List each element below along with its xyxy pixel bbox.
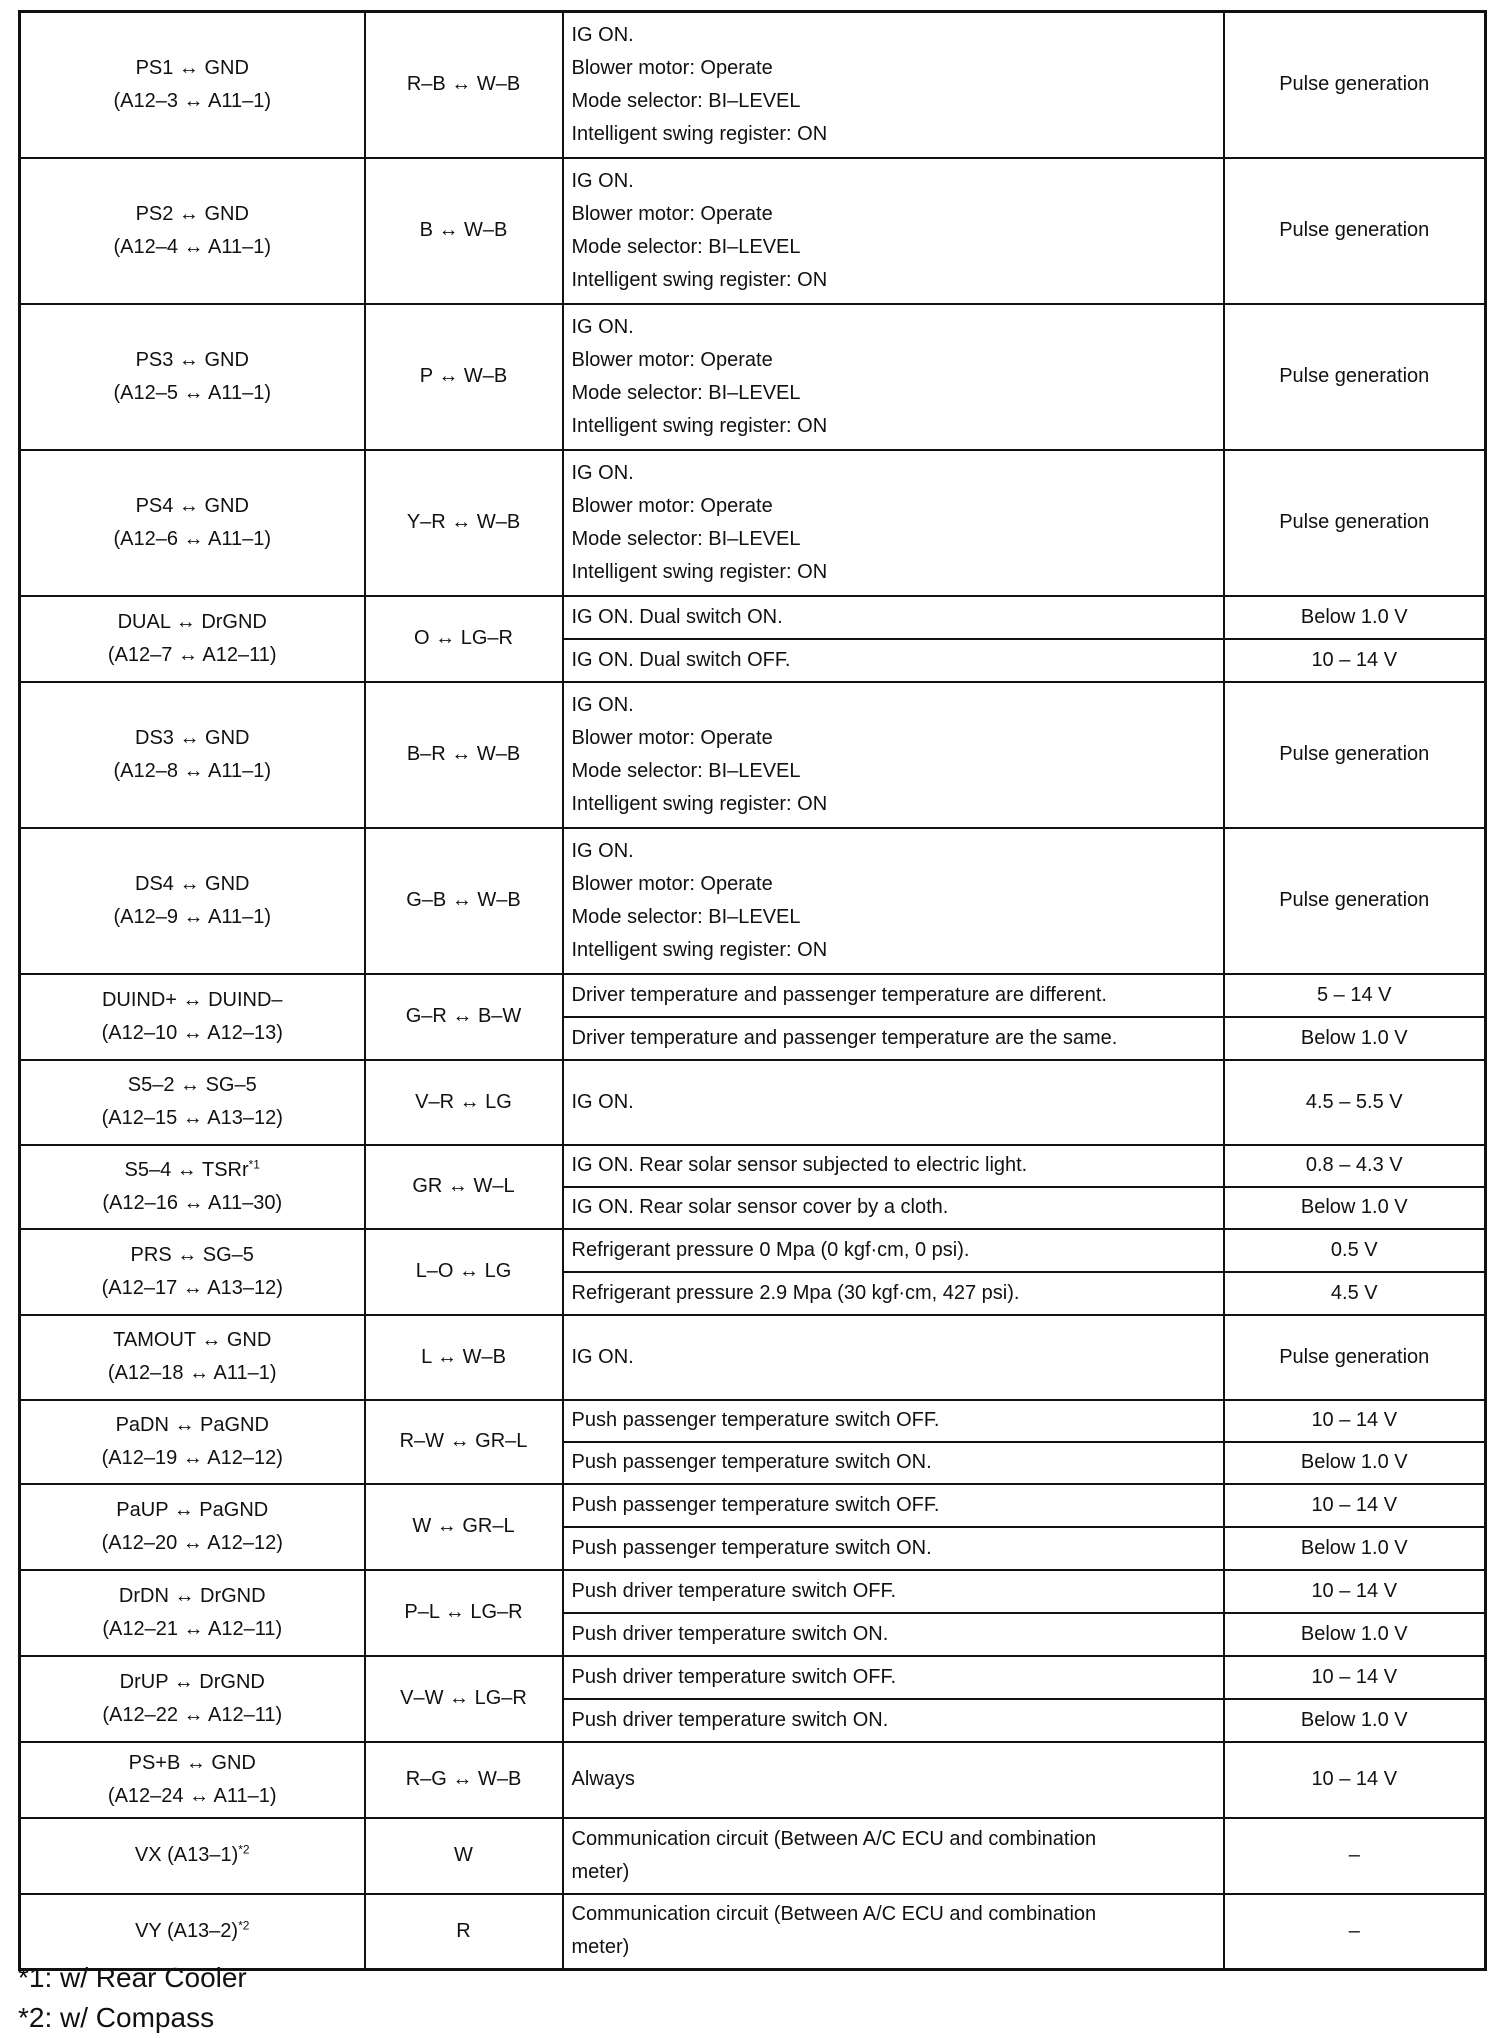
- condition-line: Intelligent swing register: ON: [571, 122, 828, 145]
- condition-line: IG ON.: [571, 315, 634, 338]
- condition-cell: [563, 1017, 1224, 1060]
- terminal-spec-table: [18, 10, 1487, 1971]
- terminal-line-wrap: [29, 1069, 356, 1102]
- specified-condition-cell: 10 – 14 V: [1224, 639, 1486, 682]
- specified-condition-cell: 10 – 14 V: [1224, 1484, 1486, 1527]
- terminal-text: PaDN ↔ PaGND: [115, 1413, 269, 1436]
- table-row: [20, 1315, 1486, 1400]
- terminal-text: (A12–19 ↔ A12–12): [101, 1446, 283, 1469]
- condition-line: IG ON. Dual switch OFF.: [571, 648, 791, 671]
- condition-cell: [563, 1818, 1224, 1894]
- terminal-cell: [20, 1484, 365, 1570]
- condition-cell: [563, 1527, 1224, 1570]
- wire-color-cell: G–B ↔ W–B: [365, 828, 563, 974]
- terminal-line-wrap: [29, 1272, 356, 1305]
- terminal-cell: [20, 1400, 365, 1484]
- terminal-cell: [20, 1656, 365, 1742]
- specified-condition-cell: Pulse generation: [1224, 1315, 1486, 1400]
- condition-line: Intelligent swing register: ON: [571, 414, 828, 437]
- terminal-line-wrap: [29, 344, 356, 377]
- condition-line: IG ON.: [571, 461, 634, 484]
- condition-line: Driver temperature and passenger temperature are different.: [571, 983, 1107, 1006]
- table-row: [20, 596, 1486, 639]
- wire-color-cell: P ↔ W–B: [365, 304, 563, 450]
- specified-condition-cell: Pulse generation: [1224, 450, 1486, 596]
- terminal-text: DrUP ↔ DrGND: [119, 1670, 265, 1693]
- terminal-cell: [20, 450, 365, 596]
- specified-condition-cell: 10 – 14 V: [1224, 1742, 1486, 1818]
- wire-color-cell: Y–R ↔ W–B: [365, 450, 563, 596]
- condition-cell: [563, 1187, 1224, 1229]
- specified-condition-cell: Below 1.0 V: [1224, 1187, 1486, 1229]
- terminal-line-wrap: [29, 755, 356, 788]
- terminal-line-wrap: [29, 722, 356, 755]
- terminal-text: VY (A13–2): [135, 1919, 239, 1942]
- terminal-line-wrap: [29, 85, 356, 118]
- condition-line: IG ON. Dual switch ON.: [571, 605, 783, 628]
- specified-condition-cell: Below 1.0 V: [1224, 596, 1486, 639]
- terminal-text: DUIND+ ↔ DUIND–: [101, 988, 283, 1011]
- terminal-line-wrap: [29, 1747, 356, 1780]
- table-row: [20, 828, 1486, 974]
- terminal-spec-sheet: [18, 10, 1484, 1971]
- specified-condition-cell: 4.5 V: [1224, 1272, 1486, 1315]
- terminal-line-wrap: [29, 1017, 356, 1050]
- wire-color-cell: R–G ↔ W–B: [365, 1742, 563, 1818]
- terminal-line-wrap: [29, 984, 356, 1017]
- terminal-text: (A12–18 ↔ A11–1): [107, 1362, 277, 1384]
- wire-color-cell: V–R ↔ LG: [365, 1060, 563, 1145]
- wire-color-cell: R–B ↔ W–B: [365, 12, 563, 158]
- condition-cell: [563, 828, 1224, 974]
- terminal-cell: [20, 828, 365, 974]
- specified-condition-cell: Pulse generation: [1224, 304, 1486, 450]
- table-row: [20, 1229, 1486, 1272]
- terminal-text: DUAL ↔ DrGND: [117, 610, 267, 633]
- specified-condition-cell: Pulse generation: [1224, 158, 1486, 304]
- table-row: [20, 12, 1486, 158]
- terminal-text: PS2 ↔ GND: [135, 202, 249, 225]
- footnotes: [18, 1958, 247, 2038]
- condition-line: Push passenger temperature switch OFF.: [571, 1493, 940, 1516]
- terminal-line-wrap: [29, 1494, 356, 1527]
- terminal-text: DS3 ↔ GND: [135, 726, 250, 749]
- condition-cell: [563, 1442, 1224, 1484]
- condition-line: Refrigerant pressure 0 Mpa (0 kgf·cm, 0 psi).: [571, 1238, 970, 1261]
- terminal-cell: [20, 974, 365, 1060]
- terminal-line-wrap: [29, 1357, 356, 1390]
- terminal-text: DrDN ↔ DrGND: [118, 1584, 266, 1607]
- terminal-line-wrap: [29, 1613, 356, 1646]
- terminal-line-wrap: [29, 523, 356, 556]
- terminal-line-wrap: [29, 606, 356, 639]
- terminal-line-wrap: [29, 1780, 356, 1813]
- condition-line: IG ON.: [571, 1345, 634, 1368]
- condition-cell: [563, 974, 1224, 1017]
- condition-cell: [563, 1742, 1224, 1818]
- terminal-line-wrap: [29, 1915, 356, 1948]
- terminal-line-wrap: [29, 377, 356, 410]
- condition-line: Push passenger temperature switch ON.: [571, 1536, 932, 1559]
- terminal-line-wrap: [29, 901, 356, 934]
- footnote-compass: *2: w/ Compass: [18, 2002, 215, 2033]
- condition-line: meter): [571, 1860, 630, 1883]
- condition-line: Driver temperature and passenger temperature are the same.: [571, 1026, 1118, 1049]
- condition-line: Blower motor: Operate: [571, 348, 773, 371]
- condition-cell: [563, 450, 1224, 596]
- specified-condition-cell: Below 1.0 V: [1224, 1527, 1486, 1570]
- terminal-text: (A12–9 ↔ A11–1): [113, 905, 271, 928]
- terminal-text: (A12–21 ↔ A12–11): [102, 1617, 283, 1640]
- terminal-cell: [20, 1145, 365, 1229]
- wire-color-cell: W ↔ GR–L: [365, 1484, 563, 1570]
- condition-line: IG ON.: [571, 23, 634, 46]
- condition-line: Push passenger temperature switch OFF.: [571, 1409, 940, 1431]
- specified-condition-cell: Pulse generation: [1224, 828, 1486, 974]
- wire-color-cell: B ↔ W–B: [365, 158, 563, 304]
- terminal-text: (A12–3 ↔ A11–1): [113, 89, 271, 112]
- terminal-text: PaUP ↔ PaGND: [116, 1498, 269, 1521]
- specified-condition-cell: –: [1224, 1818, 1486, 1894]
- condition-line: Blower motor: Operate: [571, 56, 773, 79]
- terminal-line-wrap: [29, 639, 356, 672]
- condition-cell: [563, 1272, 1224, 1315]
- terminal-text: S5–4 ↔ TSRr: [124, 1158, 249, 1181]
- terminal-line-wrap: [29, 198, 356, 231]
- specified-condition-cell: Pulse generation: [1224, 12, 1486, 158]
- condition-cell: [563, 596, 1224, 639]
- terminal-line-wrap: [29, 1324, 356, 1357]
- condition-line: Mode selector: BI–LEVEL: [571, 759, 801, 782]
- specified-condition-cell: 5 – 14 V: [1224, 974, 1486, 1017]
- wire-color-cell: B–R ↔ W–B: [365, 682, 563, 828]
- terminal-text: PRS ↔ SG–5: [130, 1243, 254, 1266]
- condition-cell: [563, 1894, 1224, 1970]
- specified-condition-cell: 0.5 V: [1224, 1229, 1486, 1272]
- wire-color-cell: R–W ↔ GR–L: [365, 1400, 563, 1484]
- table-row: [20, 1656, 1486, 1699]
- terminal-line-wrap: [29, 1102, 356, 1135]
- condition-line: IG ON.: [571, 693, 634, 716]
- terminal-cell: [20, 304, 365, 450]
- terminal-text: (A12–17 ↔ A13–12): [101, 1276, 283, 1299]
- footnote-mark: *1: [248, 1156, 260, 1171]
- condition-line: Refrigerant pressure 2.9 Mpa (30 kgf·cm, 427 psi).: [571, 1281, 1020, 1304]
- terminal-spec-table-body: [20, 12, 1486, 1970]
- condition-line: Blower motor: Operate: [571, 726, 773, 749]
- terminal-text: (A12–22 ↔ A12–11): [102, 1703, 283, 1726]
- terminal-line-wrap: [29, 1839, 356, 1872]
- wire-color-cell: V–W ↔ LG–R: [365, 1656, 563, 1742]
- wire-color-cell: L–O ↔ LG: [365, 1229, 563, 1315]
- condition-line: IG ON.: [571, 1090, 634, 1113]
- condition-line: Intelligent swing register: ON: [571, 792, 828, 815]
- terminal-line-wrap: [29, 1187, 356, 1220]
- condition-cell: [563, 12, 1224, 158]
- footnote-mark: *2: [238, 1918, 250, 1933]
- terminal-line-wrap: [29, 490, 356, 523]
- terminal-text: (A12–7 ↔ A12–11): [107, 643, 277, 666]
- condition-line: Intelligent swing register: ON: [571, 560, 828, 583]
- condition-line: Mode selector: BI–LEVEL: [571, 905, 801, 928]
- wire-color-cell: R: [365, 1894, 563, 1970]
- terminal-line-wrap: [29, 868, 356, 901]
- wire-color-cell: O ↔ LG–R: [365, 596, 563, 682]
- condition-line: Always: [571, 1768, 635, 1790]
- specified-condition-cell: Below 1.0 V: [1224, 1613, 1486, 1656]
- terminal-text: (A12–10 ↔ A12–13): [101, 1021, 283, 1044]
- table-row: [20, 158, 1486, 304]
- terminal-cell: [20, 1060, 365, 1145]
- condition-cell: [563, 158, 1224, 304]
- specified-condition-cell: 0.8 – 4.3 V: [1224, 1145, 1486, 1187]
- condition-cell: [563, 1656, 1224, 1699]
- condition-line: Mode selector: BI–LEVEL: [571, 89, 801, 112]
- condition-cell: [563, 639, 1224, 682]
- condition-line: IG ON. Rear solar sensor subjected to electric light.: [571, 1154, 1028, 1176]
- terminal-line-wrap: [29, 231, 356, 264]
- condition-line: Intelligent swing register: ON: [571, 268, 828, 291]
- condition-line: Mode selector: BI–LEVEL: [571, 381, 801, 404]
- specified-condition-cell: Below 1.0 V: [1224, 1017, 1486, 1060]
- specified-condition-cell: Below 1.0 V: [1224, 1699, 1486, 1742]
- terminal-cell: [20, 1570, 365, 1656]
- condition-line: Push driver temperature switch OFF.: [571, 1579, 897, 1602]
- condition-cell: [563, 1145, 1224, 1187]
- condition-line: Mode selector: BI–LEVEL: [571, 235, 801, 258]
- condition-line: Blower motor: Operate: [571, 202, 773, 225]
- terminal-text: (A12–15 ↔ A13–12): [101, 1107, 283, 1129]
- condition-line: Communication circuit (Between A/C ECU and combination: [571, 1827, 1097, 1850]
- condition-line: Mode selector: BI–LEVEL: [571, 527, 801, 550]
- condition-cell: [563, 1613, 1224, 1656]
- table-row: [20, 1742, 1486, 1818]
- condition-line: Communication circuit (Between A/C ECU and combination: [571, 1903, 1097, 1926]
- terminal-text: (A12–20 ↔ A12–12): [101, 1531, 283, 1554]
- terminal-text: (A12–8 ↔ A11–1): [113, 759, 271, 782]
- condition-line: Push driver temperature switch ON.: [571, 1708, 889, 1731]
- condition-line: Blower motor: Operate: [571, 872, 773, 895]
- terminal-cell: [20, 158, 365, 304]
- terminal-text: (A12–24 ↔ A11–1): [107, 1784, 277, 1807]
- terminal-line-wrap: [29, 1442, 356, 1475]
- footnote-mark: *2: [238, 1842, 250, 1857]
- terminal-text: VX (A13–1): [134, 1844, 239, 1866]
- terminal-cell: [20, 1315, 365, 1400]
- condition-cell: [563, 1699, 1224, 1742]
- terminal-cell: [20, 1818, 365, 1894]
- terminal-text: (A12–5 ↔ A11–1): [113, 381, 271, 404]
- terminal-text: PS3 ↔ GND: [135, 348, 249, 371]
- condition-line: Blower motor: Operate: [571, 494, 773, 517]
- condition-cell: [563, 1060, 1224, 1145]
- condition-line: Push passenger temperature switch ON.: [571, 1451, 932, 1473]
- terminal-line-wrap: [29, 1666, 356, 1699]
- wire-color-cell: W: [365, 1818, 563, 1894]
- specified-condition-cell: 4.5 – 5.5 V: [1224, 1060, 1486, 1145]
- condition-cell: [563, 682, 1224, 828]
- wire-color-cell: GR ↔ W–L: [365, 1145, 563, 1229]
- condition-line: IG ON.: [571, 169, 634, 192]
- condition-cell: [563, 1570, 1224, 1613]
- terminal-text: PS1 ↔ GND: [135, 56, 249, 79]
- specified-condition-cell: Below 1.0 V: [1224, 1442, 1486, 1484]
- terminal-text: TAMOUT ↔ GND: [113, 1329, 272, 1351]
- condition-cell: [563, 1484, 1224, 1527]
- specified-condition-cell: 10 – 14 V: [1224, 1656, 1486, 1699]
- terminal-cell: [20, 12, 365, 158]
- wire-color-cell: L ↔ W–B: [365, 1315, 563, 1400]
- condition-cell: [563, 304, 1224, 450]
- table-row: [20, 1145, 1486, 1187]
- terminal-cell: [20, 1229, 365, 1315]
- terminal-line-wrap: [29, 1239, 356, 1272]
- terminal-line-wrap: [29, 1527, 356, 1560]
- terminal-cell: [20, 1742, 365, 1818]
- wire-color-cell: P–L ↔ LG–R: [365, 1570, 563, 1656]
- table-row: [20, 450, 1486, 596]
- table-row: [20, 1060, 1486, 1145]
- terminal-cell: [20, 682, 365, 828]
- specified-condition-cell: –: [1224, 1894, 1486, 1970]
- terminal-line-wrap: [29, 1580, 356, 1613]
- footnote-rear-cooler: *1: w/ Rear Cooler: [18, 1962, 247, 1993]
- wire-color-cell: G–R ↔ B–W: [365, 974, 563, 1060]
- condition-line: meter): [571, 1936, 630, 1959]
- specified-condition-cell: Pulse generation: [1224, 682, 1486, 828]
- condition-line: IG ON.: [571, 839, 634, 862]
- terminal-line-wrap: [29, 1154, 356, 1187]
- condition-line: Push driver temperature switch ON.: [571, 1622, 889, 1645]
- table-row: [20, 1570, 1486, 1613]
- condition-cell: [563, 1229, 1224, 1272]
- table-row: [20, 304, 1486, 450]
- condition-line: IG ON. Rear solar sensor cover by a cloth.: [571, 1196, 949, 1218]
- table-row: [20, 1484, 1486, 1527]
- terminal-text: PS+B ↔ GND: [128, 1751, 256, 1774]
- terminal-line-wrap: [29, 52, 356, 85]
- table-row: [20, 682, 1486, 828]
- table-row: [20, 974, 1486, 1017]
- terminal-text: (A12–4 ↔ A11–1): [113, 235, 271, 258]
- specified-condition-cell: 10 – 14 V: [1224, 1400, 1486, 1442]
- table-row: [20, 1400, 1486, 1442]
- terminal-text: DS4 ↔ GND: [135, 872, 250, 895]
- condition-line: Push driver temperature switch OFF.: [571, 1665, 897, 1688]
- terminal-text: PS4 ↔ GND: [135, 494, 249, 517]
- terminal-text: (A12–16 ↔ A11–30): [102, 1191, 283, 1214]
- terminal-line-wrap: [29, 1409, 356, 1442]
- terminal-text: S5–2 ↔ SG–5: [127, 1074, 257, 1096]
- specified-condition-cell: 10 – 14 V: [1224, 1570, 1486, 1613]
- table-row: [20, 1818, 1486, 1894]
- terminal-text: (A12–6 ↔ A11–1): [113, 527, 271, 550]
- condition-cell: [563, 1315, 1224, 1400]
- terminal-line-wrap: [29, 1699, 356, 1732]
- condition-line: Intelligent swing register: ON: [571, 938, 828, 961]
- condition-cell: [563, 1400, 1224, 1442]
- terminal-cell: [20, 596, 365, 682]
